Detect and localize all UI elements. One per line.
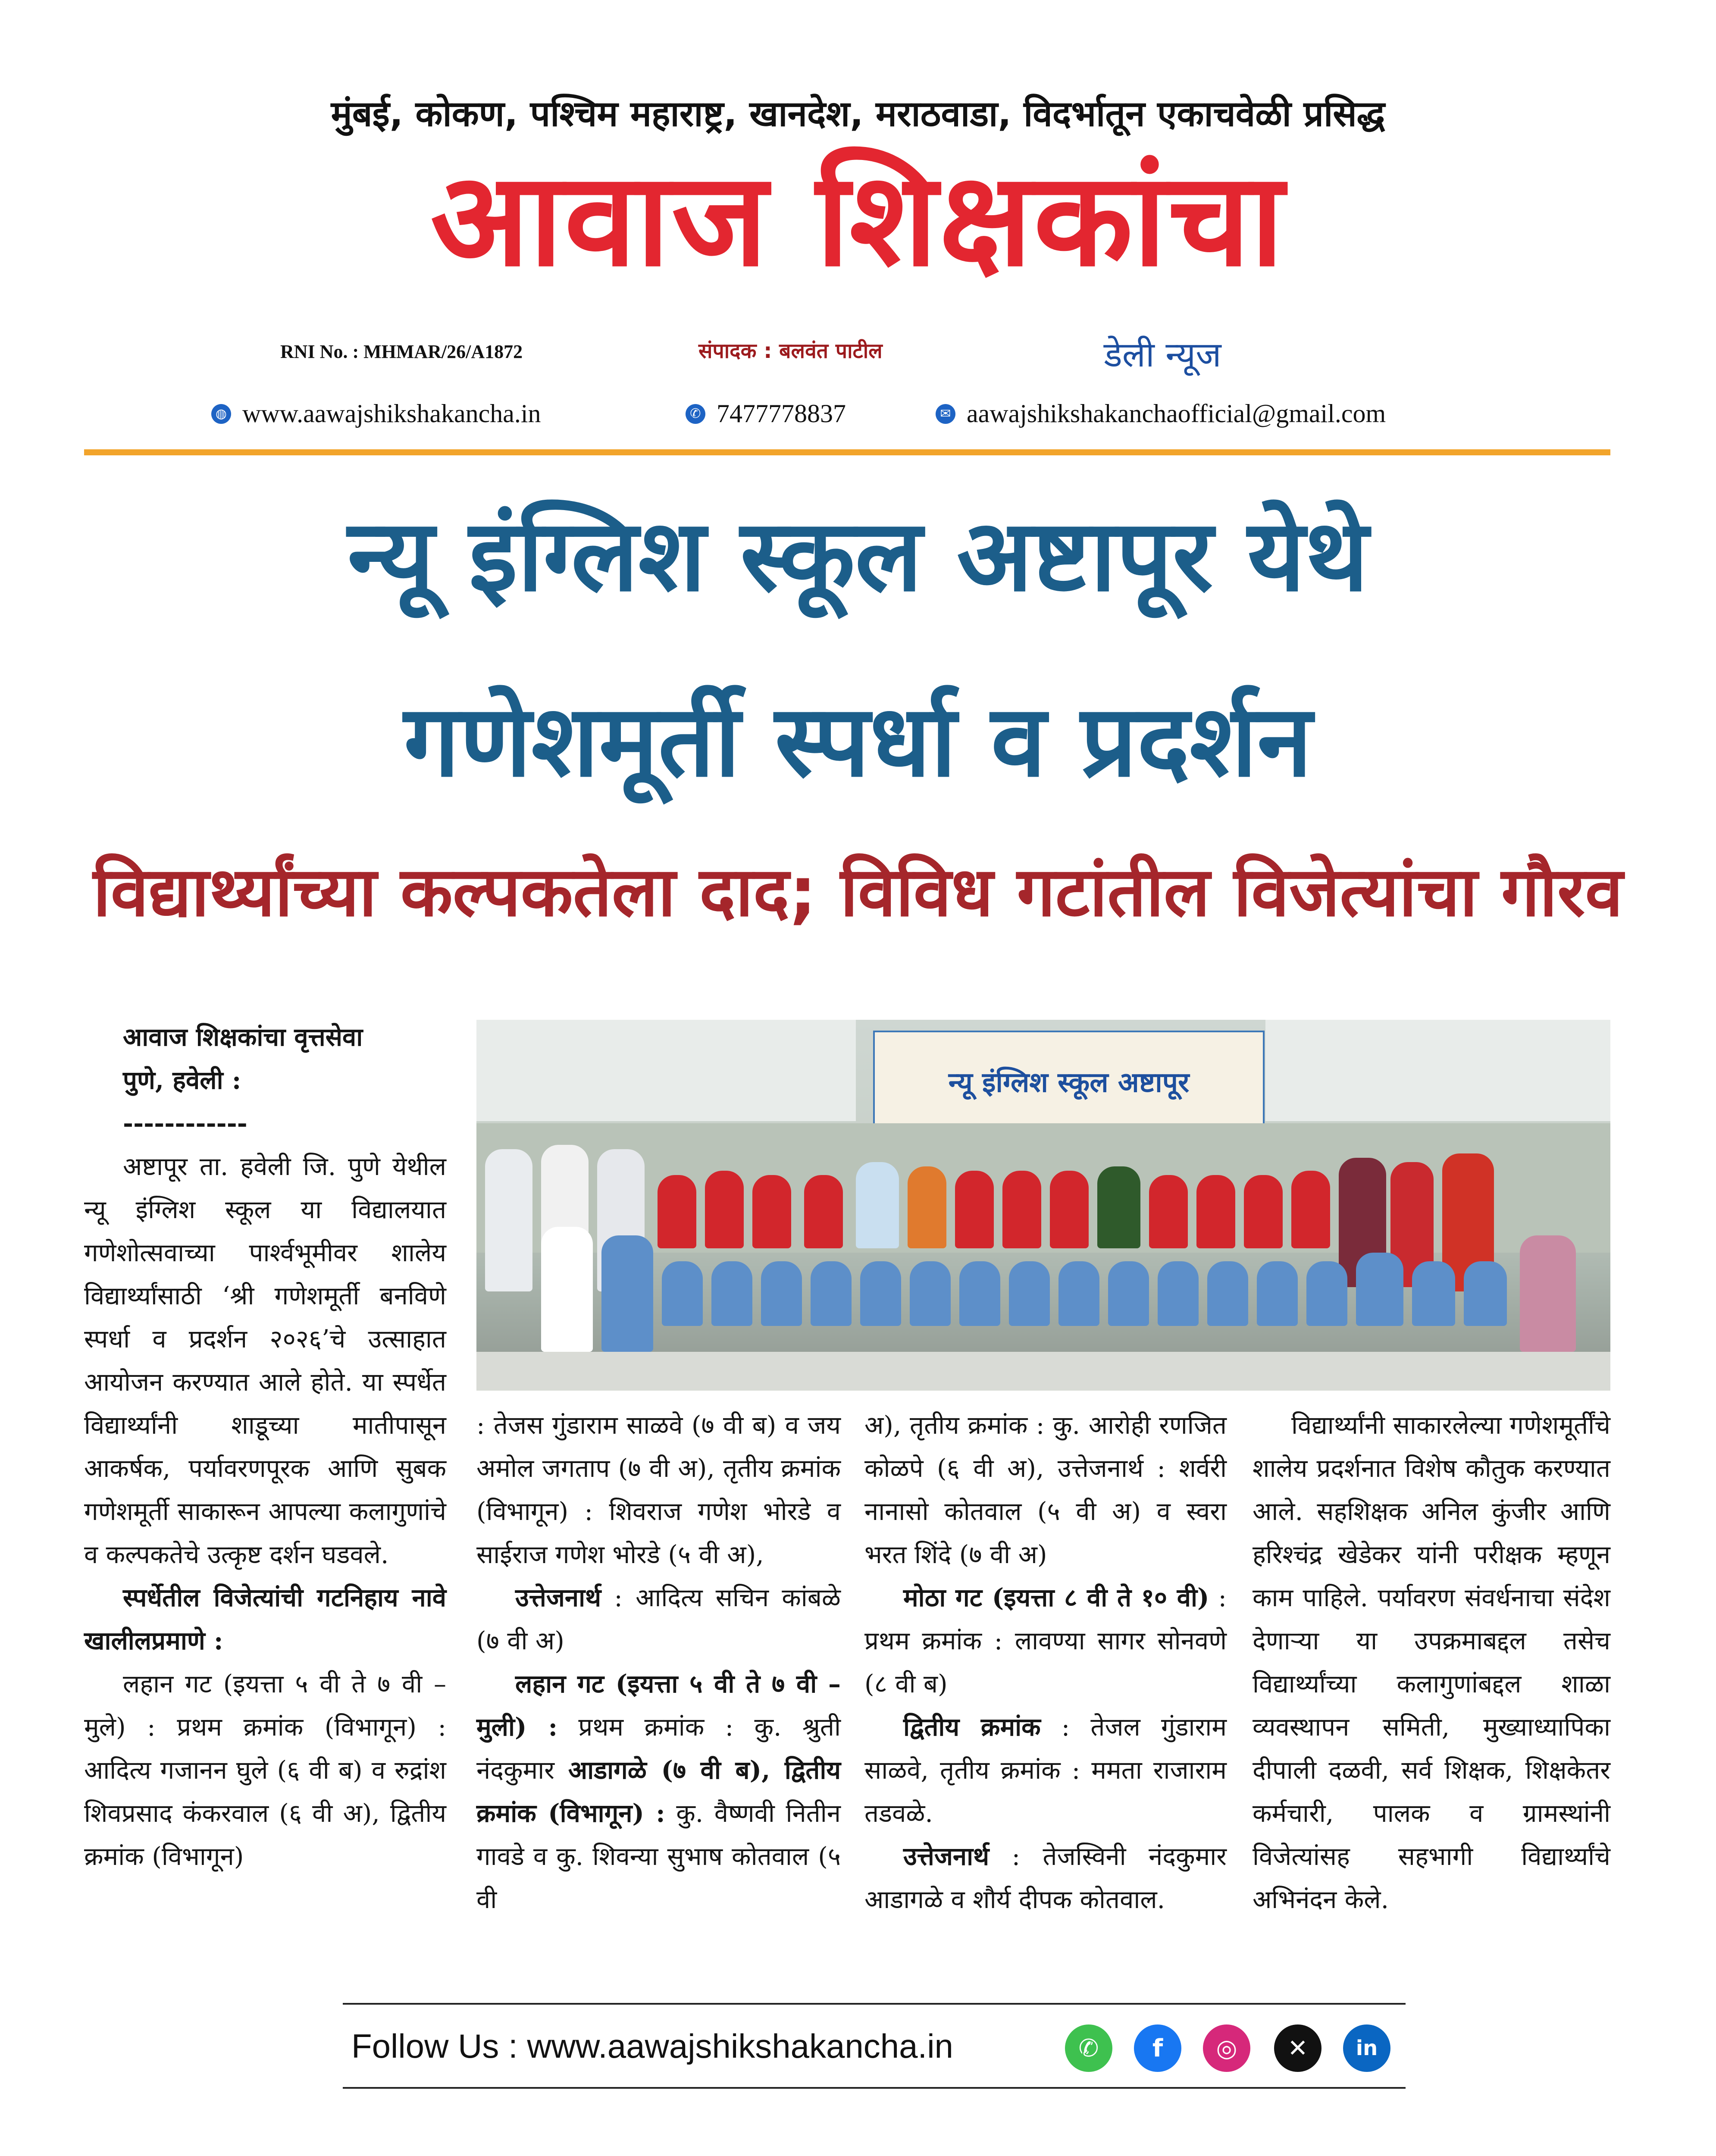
photo-banner-left (476, 1020, 856, 1121)
follow-us-text[interactable]: Follow Us : www.aawajshikshakancha.in (351, 2027, 953, 2065)
photo-person (811, 1261, 852, 1326)
article-column-3 (864, 1404, 1227, 1921)
photo-person (1009, 1261, 1050, 1326)
school-sign-text: न्यू इंग्लिश स्कूल अष्टापूर (948, 1067, 1190, 1099)
phone-number[interactable]: 7477778837 (717, 399, 846, 428)
photo-person (1306, 1261, 1347, 1326)
label-senior-second: द्वितीय क्रमांक (903, 1712, 1041, 1742)
photo-person (541, 1227, 593, 1352)
edition-label: डेली न्यूज (1104, 335, 1221, 375)
article-paragraph: : तेजस गुंडाराम साळवे (७ वी ब) व जय अमोल जगताप (७ वी अ), तृतीय क्रमांक (विभागून) : शिवराज गणेश भोरडे व साईराज गणेश भोरडे (५ वी अ), (476, 1410, 841, 1569)
photo-person (1149, 1175, 1188, 1248)
article-paragraph (864, 1576, 1227, 1705)
whatsapp-icon[interactable]: ✆ (1065, 2024, 1112, 2072)
photo-person (1520, 1235, 1576, 1352)
byline-location: पुणे, हवेली : (123, 1065, 241, 1095)
text-senior-second: : तेजल गुंडाराम साळवे, तृतीय क्रमांक : ममता राजाराम तडवळे. (864, 1712, 1227, 1828)
photo-person (1050, 1171, 1089, 1248)
byline-agency: आवाज शिक्षकांचा वृत्तसेवा (123, 1022, 363, 1052)
photo-person (1291, 1171, 1330, 1248)
label-girls-second: आडागळे (७ वी ब), द्वितीय क्रमांक (विभागून) : (476, 1755, 841, 1828)
text-senior-first: : प्रथम क्रमांक : लावण्या सागर सोनवणे (८ वी ब) (864, 1583, 1227, 1698)
photo-person (908, 1166, 946, 1248)
website-link[interactable]: www.aawajshikshakancha.in (242, 399, 541, 428)
photo-person (658, 1175, 696, 1248)
photo-person (1158, 1261, 1199, 1326)
phone-icon: ✆ (686, 404, 705, 424)
photo-person (959, 1261, 1000, 1326)
footer-bottom-rule (343, 2087, 1406, 2089)
winners-heading: स्पर्धेतील विजेत्यांची गटनिहाय नावे खालीलप्रमाणे : (84, 1583, 446, 1655)
photo-person (1196, 1175, 1235, 1248)
photo-person (1058, 1261, 1099, 1326)
website-contact[interactable] (211, 399, 541, 429)
photo-person (1257, 1261, 1298, 1326)
photo-floor (476, 1352, 1610, 1391)
label-encouragement: उत्तेजनार्थ (515, 1583, 601, 1612)
linkedin-icon[interactable]: in (1343, 2024, 1390, 2072)
email-contact[interactable] (936, 399, 1386, 429)
article-paragraph: अ), तृतीय क्रमांक : कु. आरोही रणजित कोळपे (६ वी अ), उत्तेजनार्थ : शर्वरी नानासो कोतवाल (५ वी अ) व स्वरा भरत शिंदे (७ वी अ) (864, 1410, 1227, 1569)
photo-person (761, 1261, 802, 1326)
photo-person (1002, 1171, 1041, 1248)
photo-banner-right (1265, 1020, 1610, 1121)
rni-number: RNI No. : MHMAR/26/A1872 (280, 341, 523, 362)
photo-person (705, 1171, 744, 1248)
masthead-divider (84, 449, 1610, 455)
photo-person (856, 1162, 899, 1248)
article-paragraph: लहान गट (इयत्ता ५ वी ते ७ वी – मुले) : प्रथम क्रमांक (विभागून) : आदित्य गजानन घुले (६ वी ब) व रुद्रांश शिवप्रसाद कंकरवाल (६ वी अ), द्वितीय क्रमांक (विभागून) (84, 1669, 446, 1871)
x-icon[interactable]: ✕ (1274, 2024, 1321, 2072)
photo-person (1108, 1261, 1149, 1326)
label-girls-group: लहान गट (इयत्ता ५ वी ते ७ वी – मुली) : (476, 1669, 841, 1742)
instagram-icon[interactable]: ◎ (1203, 2024, 1250, 2072)
photo-person (910, 1261, 951, 1326)
photo-person (1207, 1261, 1248, 1326)
article-column-4 (1253, 1404, 1610, 1921)
label-senior-group: मोठा गट (इयत्ता ८ वी ते १० वी) (903, 1583, 1209, 1612)
photo-person (1412, 1261, 1455, 1326)
label-senior-encouragement: उत्तेजनार्थ (903, 1842, 990, 1871)
article-paragraph (476, 1662, 841, 1921)
headline-line-2: गणेशमूर्ती स्पर्धा व प्रदर्शन (404, 684, 1312, 799)
photo-person (711, 1261, 752, 1326)
text-girls-second: कु. वैष्णवी नितीन गावडे व कु. शिवन्या सुभाष कोतवाल (५ वी (476, 1799, 841, 1914)
group-photo (476, 1020, 1610, 1391)
photo-person (1097, 1166, 1140, 1248)
text-encouragement: : आदित्य सचिन कांबळे (७ वी अ) (476, 1583, 841, 1655)
masthead-tagline: मुंबई, कोकण, पश्चिम महाराष्ट्र, खानदेश, मराठवाडा, विदर्भातून एकाचवेळी प्रसिद्ध (331, 94, 1385, 135)
phone-contact[interactable] (686, 399, 846, 429)
newspaper-title: आवाज शिक्षकांचा (430, 144, 1286, 295)
photo-person (485, 1149, 532, 1291)
article-paragraph: अष्टापूर ता. हवेली जि. पुणे येथील न्यू इंग्लिश स्कूल या विद्यालयात गणेशोत्सवाच्या पार्श्वभूमीवर शालेय विद्यार्थ्यांसाठी ‘श्री गणेशमूर्ती बनविणे स्पर्धा व प्रदर्शन २०२६’चे उत्साहात आयोजन करण्यात आले होते. या स्पर्धेत विद्यार्थ्यांनी शाडूच्या मातीपासून आकर्षक, पर्यावरणपूरक आणि सुबक गणेशमूर्ती साकारून आपल्या कलागुणांचे व कल्पकतेचे उत्कृष्ट दर्शन घडवले. (84, 1152, 446, 1569)
photo-person (1244, 1175, 1283, 1248)
subheadline: विद्यार्थ्यांच्या कल्पकतेला दाद; विविध गटांतील विजेत्यांचा गौरव (93, 852, 1623, 932)
article-paragraph: विद्यार्थ्यांनी साकारलेल्या गणेशमूर्तींचे शालेय प्रदर्शनात विशेष कौतुक करण्यात आले. सहशिक्षक अनिल कुंजीर आणि हरिश्चंद्र खेडेकर यांनी परीक्षक म्हणून काम पाहिले. पर्यावरण संवर्धनाचा संदेश देणाऱ्या या उपक्रमाबद्दल तसेच विद्यार्थ्यांच्या कलागुणांबद्दल शाळा व्यवस्थापन समिती, मुख्याध्यापिका दीपाली दळवी, सर्व शिक्षक, शिक्षकेतर कर्मचारी, पालक व ग्रामस्थांनी विजेत्यांसह सहभागी विद्यार्थ्यांचे अभिनंदन केले. (1253, 1410, 1610, 1914)
photo-person (955, 1171, 994, 1248)
byline-divider: ------------ (123, 1109, 247, 1138)
photo-person (601, 1235, 653, 1352)
article-paragraph (476, 1576, 841, 1662)
headline-line-1: न्यू इंग्लिश स्कूल अष्टापूर येथे (348, 498, 1368, 614)
footer-top-rule (343, 2003, 1406, 2005)
photo-wall (476, 1123, 1610, 1253)
photo-person (1464, 1261, 1507, 1326)
photo-person (860, 1261, 901, 1326)
photo-person (752, 1175, 791, 1248)
school-sign (873, 1031, 1265, 1127)
photo-person (804, 1175, 843, 1248)
text-girls-first: प्रथम क्रमांक : कु. श्रुती नंदकुमार (476, 1712, 841, 1785)
facebook-icon[interactable]: f (1134, 2024, 1181, 2072)
article-column-1 (84, 1015, 446, 1878)
article-paragraph (864, 1705, 1227, 1835)
article-paragraph (864, 1835, 1227, 1921)
photo-person (662, 1261, 703, 1326)
editor-name: संपादक : बलवंत पाटील (698, 339, 883, 363)
article-column-2 (476, 1404, 841, 1921)
text-senior-encouragement: : तेजस्विनी नंदकुमार आडागळे व शौर्य दीपक कोतवाल. (864, 1842, 1227, 1914)
email-icon: ✉ (936, 404, 955, 424)
globe-icon: ◍ (211, 404, 231, 424)
photo-person (1356, 1253, 1403, 1326)
email-address[interactable]: aawajshikshakanchaofficial@gmail.com (967, 399, 1386, 428)
